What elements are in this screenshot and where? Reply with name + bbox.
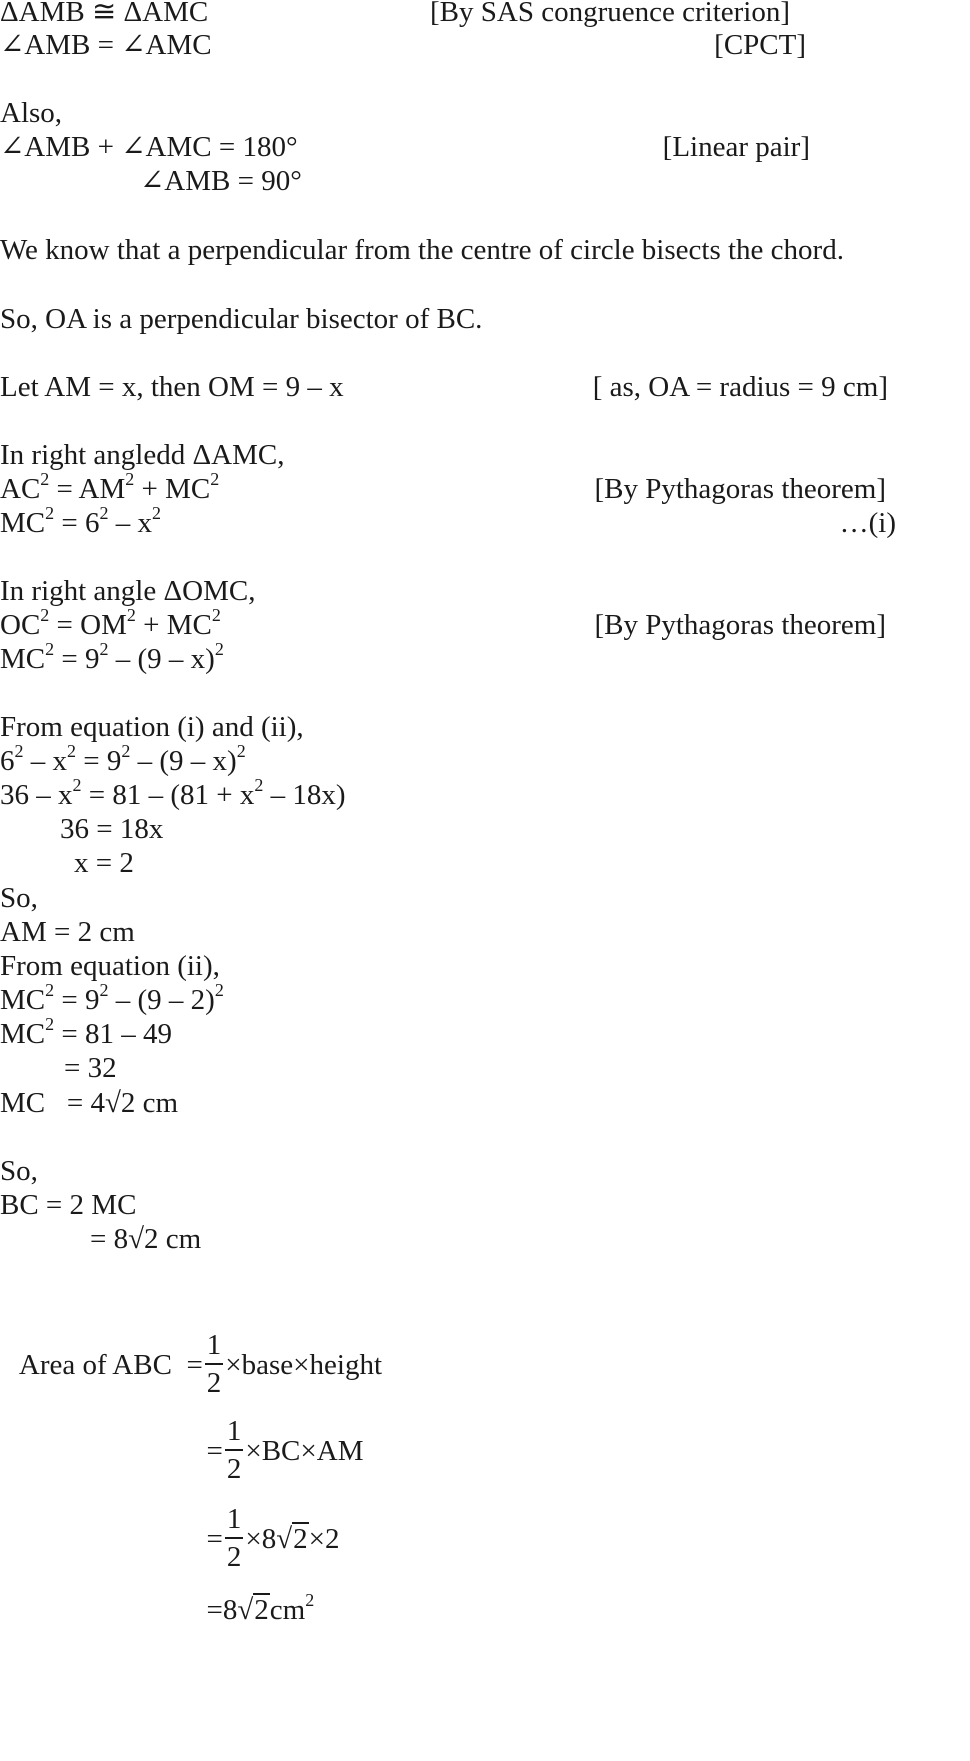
right-triangle-omc-label: In right angle ΔOMC, <box>0 575 256 607</box>
cpct-reason: [CPCT] <box>714 29 806 61</box>
mc-equation-i: $MC^2 = 6^2 - x^2$ <box>0 503 161 539</box>
perpendicular-fact: We know that a perpendicular from the centre of circle bisects the chord. <box>0 234 844 266</box>
expanded-equation: $36 - x^2 = 81 - (81 + x^2 - 18x)$ <box>0 775 346 811</box>
bisector-statement: So, OA is a perpendicular bisector of BC. <box>0 303 483 335</box>
pythagoras-reason-2: [By Pythagoras theorem] <box>594 609 886 641</box>
angle-90-result: ∠AMB = 90° <box>140 165 302 197</box>
radius-reason: [ as, OA = radius = 9 cm] <box>592 371 888 403</box>
congruence-statement: ΔAMB ≅ ΔAMC <box>0 0 209 28</box>
mc-result: MC = 4√2 cm <box>0 1087 179 1119</box>
mc-equation-ii: $MC^2 = 9^2 - (9 - x)^2$ <box>0 639 224 675</box>
cpct-statement: ∠AMB = ∠AMC <box>0 29 212 61</box>
simplified-equation: 36 = 18x <box>60 813 164 845</box>
area-step-3-line: = $\frac{1}{2}$ ×8√2×2 <box>206 1503 340 1573</box>
x-value: x = 2 <box>74 847 134 879</box>
from-equation-ii-label: From equation (ii), <box>0 950 220 982</box>
sas-reason: [By SAS congruence criterion] <box>430 0 790 28</box>
pythagoras-amc-equation: $AC^2 = AM^2 + MC^2$ <box>0 469 220 505</box>
area-step-2: ×BC×AM <box>245 1435 364 1467</box>
pythagoras-reason-1: [By Pythagoras theorem] <box>594 473 886 505</box>
bc-equation: BC = 2 MC <box>0 1189 137 1221</box>
equation-i-tag: …(i) <box>839 507 896 539</box>
sqrt-symbol: √ <box>276 1523 293 1555</box>
mc-squared-value: $MC^2 = 81 - 49$ <box>0 1014 172 1050</box>
combined-equation: $6^2 - x^2 = 9^2 - (9 - x)^2$ <box>0 741 246 777</box>
from-equations-label: From equation (i) and (ii), <box>0 711 304 743</box>
sqrt-symbol-final: √ <box>237 1594 254 1626</box>
bc-result: = 8√2 cm <box>90 1223 202 1255</box>
pythagoras-omc-equation: $OC^2 = OM^2 + MC^2$ <box>0 605 221 641</box>
area-step-1: ×base×height <box>225 1349 383 1381</box>
mc-squared-32: = 32 <box>64 1052 117 1084</box>
area-final-line: $=8√2cm^2$ <box>206 1590 315 1626</box>
am-result: AM = 2 cm <box>0 916 135 948</box>
area-label: Area of ABC <box>18 1349 172 1381</box>
so-label-2: So, <box>0 1155 38 1187</box>
so-label-1: So, <box>0 882 38 914</box>
right-triangle-amc-label: In right angledd ΔAMC, <box>0 439 285 471</box>
mc-substitution: $MC^2 = 9^2 - (9 - 2)^2$ <box>0 980 224 1016</box>
also-label: Also, <box>0 97 63 129</box>
area-formula-line: Area of ABC = $\frac{1}{2}$ ×base×height <box>18 1329 383 1399</box>
let-am-statement: Let AM = x, then OM = 9 – x <box>0 371 344 403</box>
linear-pair-statement: ∠AMB + ∠AMC = 180° <box>0 131 298 163</box>
area-step-2-line: = $\frac{1}{2}$ ×BC×AM <box>206 1415 364 1485</box>
linear-pair-reason: [Linear pair] <box>662 131 810 163</box>
